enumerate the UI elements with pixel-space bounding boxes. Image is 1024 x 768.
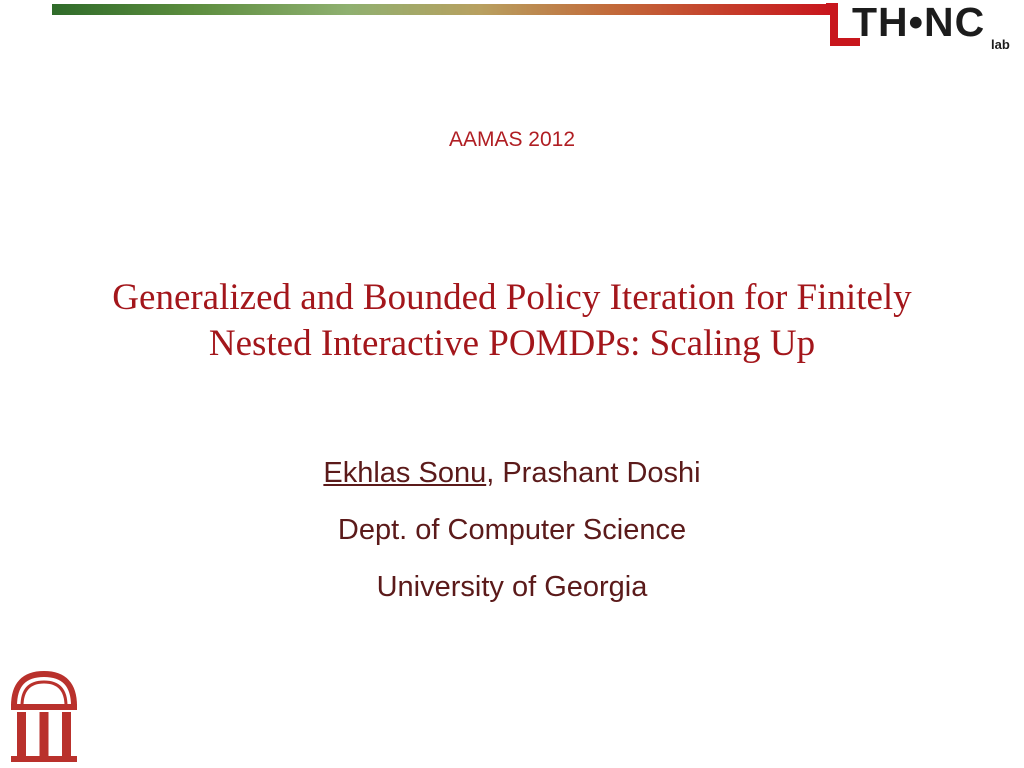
- logo-text: TH•NC: [852, 0, 986, 45]
- author-separator: ,: [486, 457, 503, 489]
- thinc-lab-logo: [852, 0, 1022, 56]
- title-line-2: Nested Interactive POMDPs: Scaling Up: [208, 323, 816, 364]
- header-gradient-bar: [52, 4, 830, 15]
- author-names: [0, 445, 1024, 502]
- logo-subtext: lab: [991, 37, 1010, 52]
- author-block: [0, 445, 1024, 616]
- conference-name: AAMAS 2012: [448, 128, 576, 151]
- university: University of Georgia: [376, 571, 648, 603]
- department: Dept. of Computer Science: [337, 514, 687, 546]
- slide-title: [20, 275, 1004, 367]
- presenter-name: Ekhlas Sonu: [323, 457, 487, 489]
- coauthor-name: Prashant Doshi: [502, 457, 701, 489]
- title-line-1: Generalized and Bounded Policy Iteration for Finitely: [112, 277, 912, 318]
- university-arch-icon: [8, 668, 80, 764]
